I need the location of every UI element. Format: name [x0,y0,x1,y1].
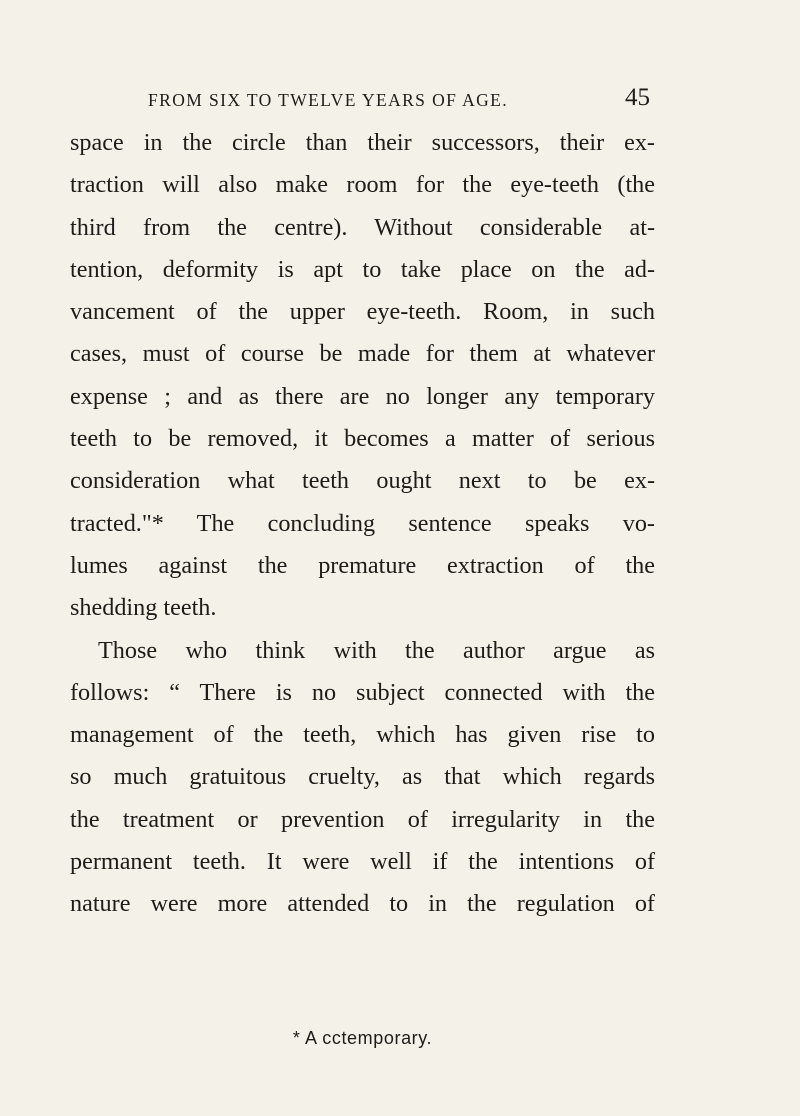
page-number: 45 [625,84,650,111]
text-line: management of the teeth, which has given rise to [70,721,655,749]
text-line: cases, must of course be made for them at whatever [70,340,655,368]
running-head [70,84,650,116]
text-line: follows: “ There is no subject connected with the [70,678,655,706]
footnote: * A cctemporary. [292,1028,433,1048]
text-line: permanent teeth. It were well if the intentions of [70,848,655,876]
text-line: nature were more attended to in the regulation of [70,890,655,918]
text-line: lumes against the premature extraction of the [70,551,655,579]
text-line: tracted."* The concluding sentence speaks vo- [70,509,655,537]
text-line: vancement of the upper eye-teeth. Room, in such [70,298,655,326]
text-line: the treatment or prevention of irregularity in the [70,805,655,833]
text-line: third from the centre). Without considerable at- [70,213,655,241]
text-line: expense ; and as there are no longer any temporary [70,382,655,410]
text-line: consideration what teeth ought next to be ex- [70,467,655,495]
paragraph-start-line: Those who think with the author argue as [98,636,655,664]
paragraph-end-line: shedding teeth. [70,594,217,622]
text-line: teeth to be removed, it becomes a matter of serious [70,425,655,453]
running-title: FROM SIX TO TWELVE YEARS OF AGE. [148,90,509,110]
text-line: space in the circle than their successors, their ex- [70,129,655,156]
body-text [70,122,655,926]
text-line: so much gratuitous cruelty, as that which regards [70,763,655,791]
text-line: traction will also make room for the eye-teeth (the [70,171,655,199]
text-line: tention, deformity is apt to take place on the ad- [70,255,655,283]
